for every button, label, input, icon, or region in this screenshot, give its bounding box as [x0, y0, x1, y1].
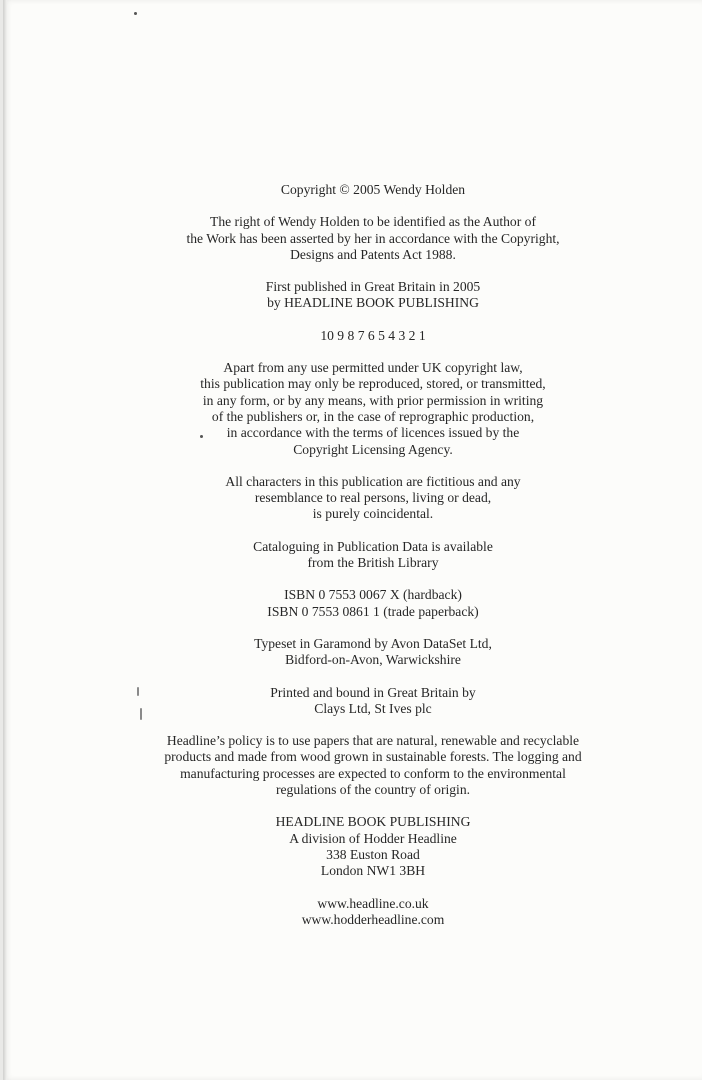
fiction-disclaimer: All characters in this publication are fictitious and any resemblance to real persons, living or dead, is purely coincidental.	[225, 473, 521, 522]
publisher-address: HEADLINE BOOK PUBLISHING A division of Hodder Headline 338 Euston Road London NW1 3BH	[275, 814, 471, 879]
first-published-statement: First published in Great Britain in 2005 by HEADLINE BOOK PUBLISHING	[265, 279, 481, 311]
copyright-text	[3, 182, 702, 928]
permissions-statement: Apart from any use permitted under UK copyright law, this publication may only be reproduced, stored, or transmitted, in any form, or by any means, with prior permission in writing of the publishers or, in the case of reprographic production, in accordance with the terms of licences issued by the Copyright Licensing Agency.	[200, 360, 546, 457]
book-page	[3, 0, 702, 1080]
website-headline: www.headline.co.uk	[317, 895, 429, 911]
typeset-statement: Typeset in Garamond by Avon DataSet Ltd, Bidford-on-Avon, Warwickshire	[254, 635, 492, 668]
isbn-list: ISBN 0 7553 0067 X (hardback) ISBN 0 7553 0861 1 (trade paperback)	[267, 587, 479, 619]
cataloguing-statement: Cataloguing in Publication Data is available from the British Library	[253, 538, 493, 571]
moral-rights-statement: The right of Wendy Holden to be identified as the Author of the Work has been asserted by her in accordance with the Copyright, Designs and Patents Act 1988.	[186, 214, 560, 262]
paper-policy-statement: Headline’s policy is to use papers that are natural, renewable and recyclable products and made from wood grown in sustainable forests. The logging and manufacturing processes are expected to conform to the environmental regulations of the country of origin.	[164, 733, 582, 798]
publisher-websites	[3, 896, 702, 929]
copyright-line: Copyright © 2005 Wendy Holden	[280, 182, 466, 197]
paper-speck	[134, 12, 137, 15]
print-number-line: 10 9 8 7 6 5 4 3 2 1	[320, 327, 426, 343]
printer-statement: Printed and bound in Great Britain by Clays Ltd, St Ives plc	[270, 684, 476, 716]
website-hodderheadline: www.hodderheadline.com	[301, 911, 445, 927]
